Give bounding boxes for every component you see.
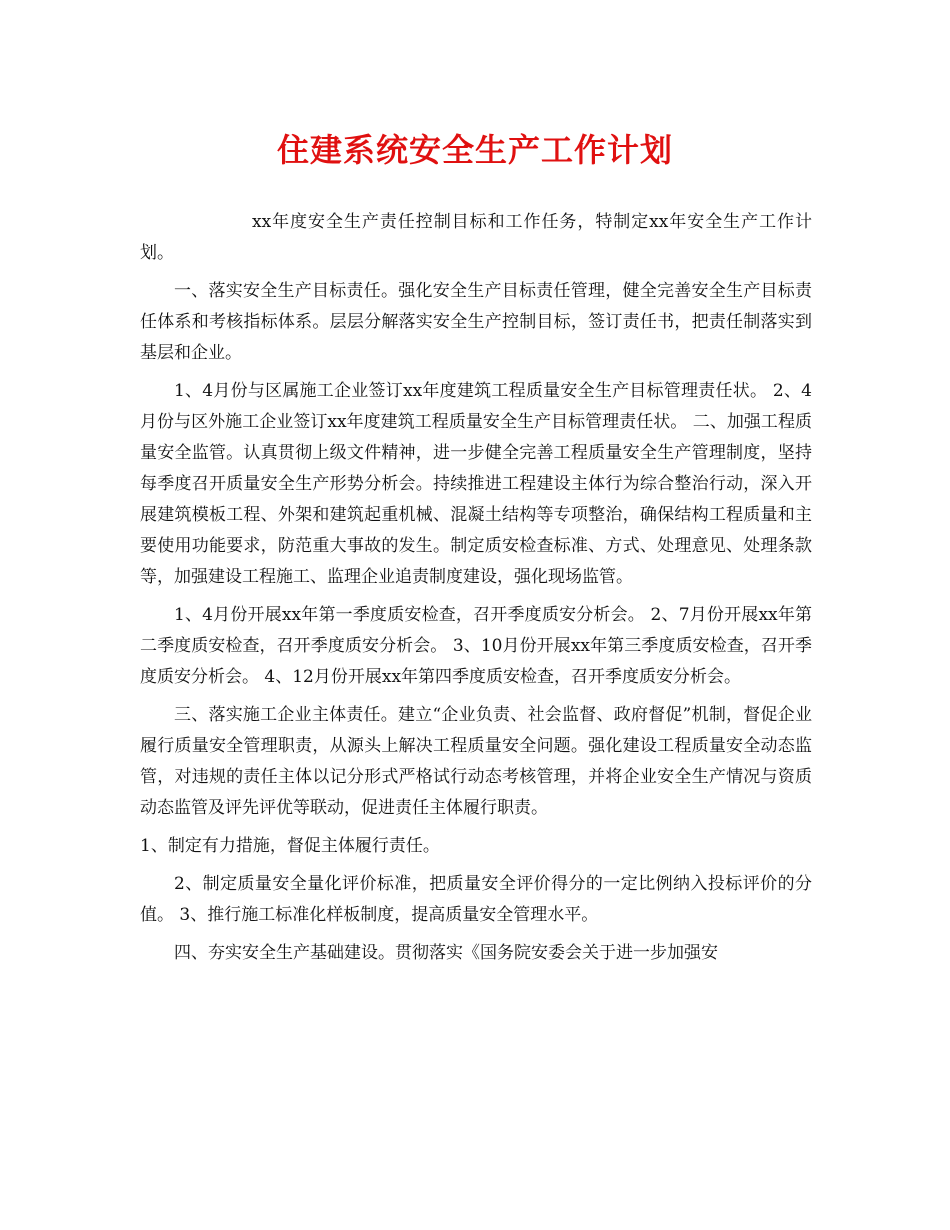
- paragraph-section-3: 三、落实施工企业主体责任。建立“企业负责、社会监督、政府督促”机制，督促企业履行质量安全管理职责，从源头上解决工程质量安全问题。强化建设工程质量安全动态监管，对违规的责任主体以记分形式严格试行动态考核管理，并将企业安全生产情况与资质动态监管及评先评优等联动，促进责任主体履行职责。: [140, 705, 812, 818]
- paragraph-section-4: 四、夯实安全生产基础建设。贯彻落实《国务院安委会关于进一步加强安: [174, 943, 718, 963]
- document-title: 住建系统安全生产工作计划: [276, 131, 673, 169]
- paragraph-section-1-items: 1、4月份与区属施工企业签订xx年度建筑工程质量安全生产目标管理责任状。 2、4月份与区外施工企业签订xx年度建筑工程质量安全生产目标管理责任状。 二、加强工程质量安全监管。认真贯彻上级文件精神，进一步健全完善工程质量安全生产管理制度，坚持每季度召开质量安全生产形势分析会。持续推进工程建设主体行为综合整治行动，深入开展建筑模板工程、外架和建筑起重机械、混凝土结构等专项整治，确保结构工程质量和主要使用功能要求，防范重大事故的发生。制定质安检查标准、方式、处理意见、处理条款等，加强建设工程施工、监理企业追责制度建设，强化现场监管。: [140, 381, 812, 587]
- paragraph-section-1: 一、落实安全生产目标责任。强化安全生产目标责任管理，健全完善安全生产目标责任体系和考核指标体系。层层分解落实安全生产控制目标，签订责任书，把责任制落实到基层和企业。: [140, 281, 812, 363]
- paragraph-intro: xx年度安全生产责任控制目标和工作任务，特制定xx年安全生产工作计划。: [140, 212, 812, 263]
- paragraph-quarterly-checks: 1、4月份开展xx年第一季度质安检查，召开季度质安分析会。 2、7月份开展xx年第二季度质安检查，召开季度质安分析会。 3、10月份开展xx年第三季度质安检查，召开季度质安分析会。 4、12月份开展xx年第四季度质安检查，召开季度质安分析会。: [140, 605, 812, 687]
- paragraph-section-3-item-1: 1、制定有力措施，督促主体履行责任。: [140, 836, 440, 856]
- document-body: [140, 207, 812, 976]
- paragraph-section-3-items: 2、制定质量安全量化评价标准，把质量安全评价得分的一定比例纳入投标评价的分值。 3、推行施工标准化样板制度，提高质量安全管理水平。: [140, 874, 812, 925]
